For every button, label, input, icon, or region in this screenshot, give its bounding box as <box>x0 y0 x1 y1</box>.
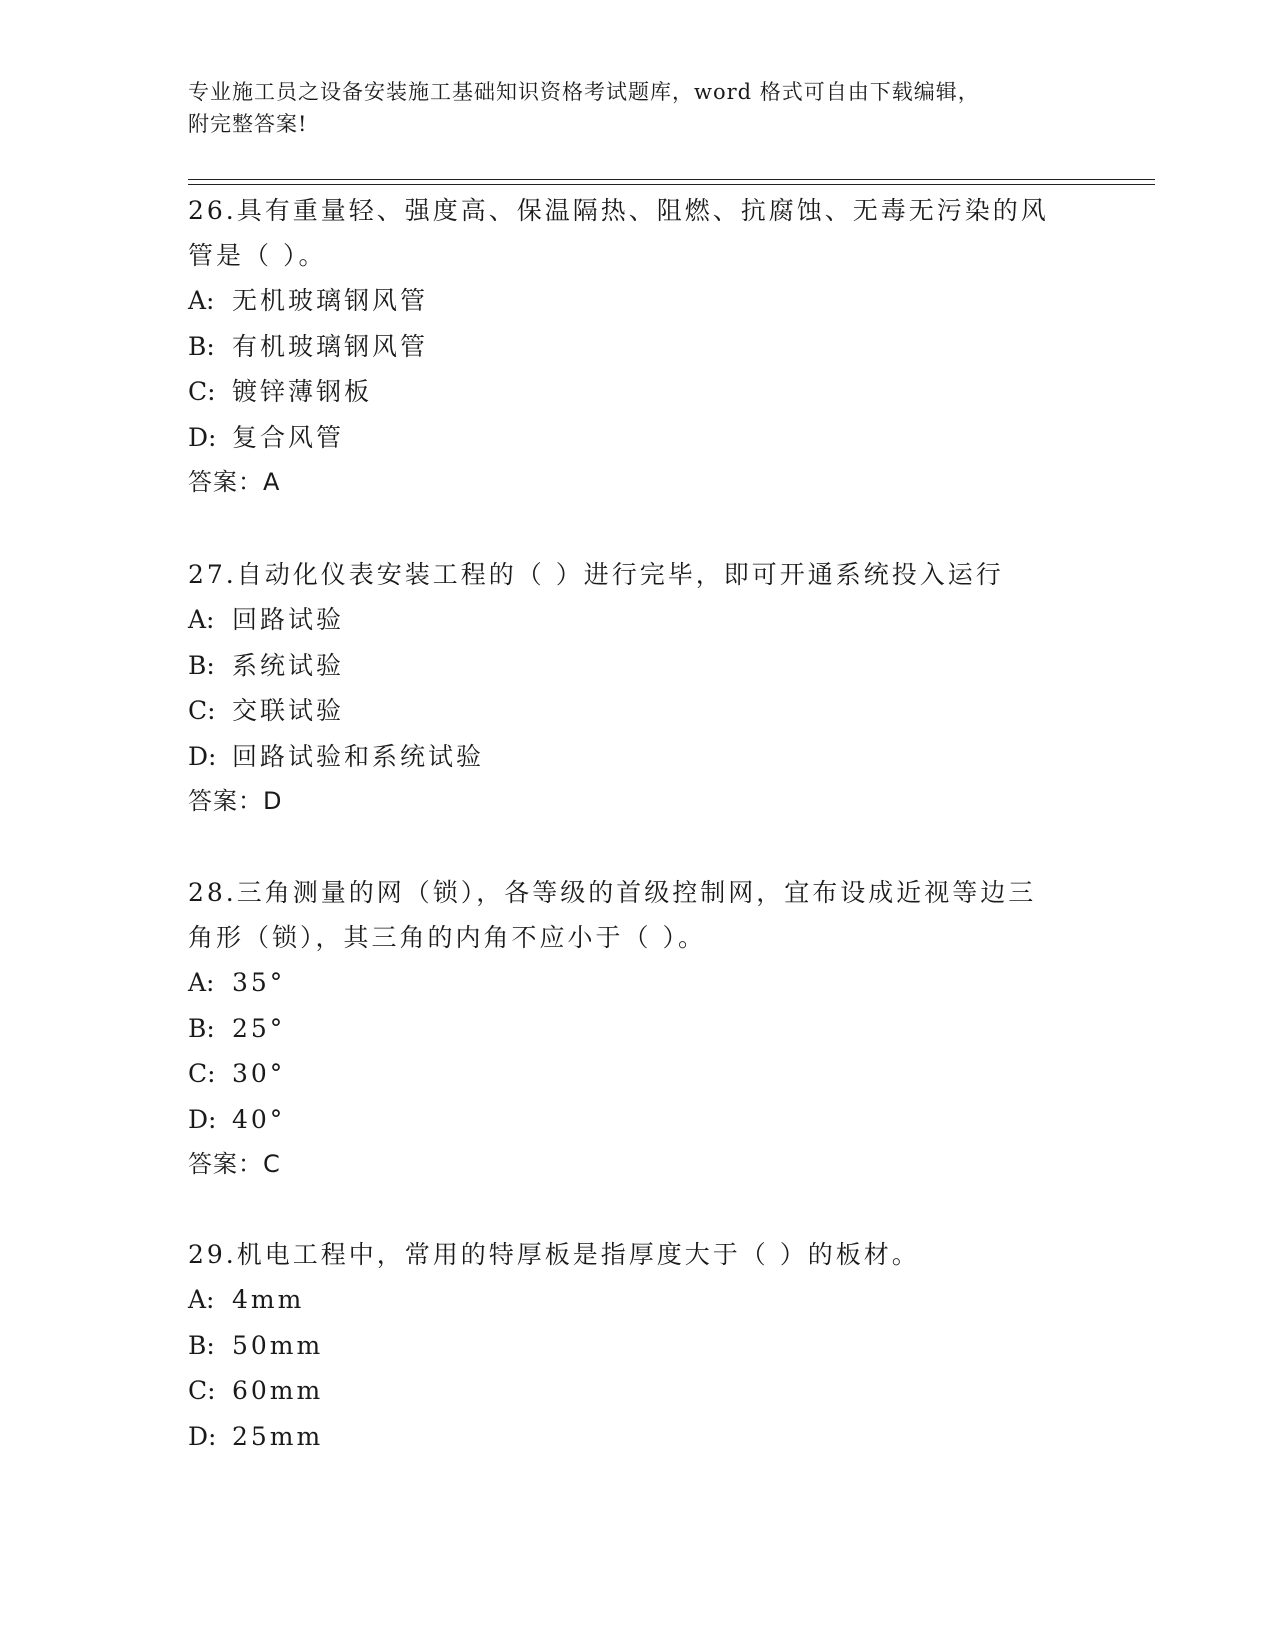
header-line-2: 附完整答案! <box>188 112 308 136</box>
option-text: 回路试验 <box>232 605 345 634</box>
question-26 <box>188 188 1088 505</box>
option-text: 4mm <box>232 1285 305 1314</box>
answer-line: 答案：A <box>188 468 281 496</box>
stem-line: 26.具有重量轻、强度高、保温隔热、阻燃、抗腐蚀、无毒无污染的风 <box>188 196 1049 225</box>
option-letter: D: <box>188 741 217 771</box>
option-text: 25° <box>232 1013 286 1043</box>
option-letter: D: <box>188 422 217 452</box>
stem-line: 管是（ ）。 <box>188 241 327 270</box>
header-divider-top <box>188 179 1155 180</box>
question-stem <box>188 1232 1088 1277</box>
option-a <box>188 1277 1088 1323</box>
option-letter: D: <box>188 1104 217 1134</box>
option-d <box>188 1414 1088 1460</box>
option-letter: B: <box>188 650 215 680</box>
option-letter: C: <box>188 377 216 406</box>
option-text: 50mm <box>232 1330 324 1360</box>
question-27 <box>188 552 1088 824</box>
option-text: 系统试验 <box>232 650 345 680</box>
option-c <box>188 369 1088 415</box>
option-c <box>188 688 1088 734</box>
header-divider-bottom <box>188 184 1155 185</box>
question-stem <box>188 552 1088 597</box>
answer-line: 答案：C <box>188 1150 281 1178</box>
option-a <box>188 278 1088 324</box>
question-28 <box>188 870 1088 1187</box>
question-stem <box>188 188 1088 278</box>
option-b <box>188 1323 1088 1369</box>
question-stem <box>188 870 1088 960</box>
header-line-1: 专业施工员之设备安装施工基础知识资格考试题库，word 格式可自由下载编辑， <box>188 80 980 104</box>
option-text: 复合风管 <box>232 422 345 452</box>
stem-line: 29.机电工程中，常用的特厚板是指厚度大于（ ）的板材。 <box>188 1240 920 1269</box>
option-text: 25mm <box>232 1421 324 1451</box>
option-a <box>188 960 1088 1006</box>
option-letter: C: <box>188 1376 216 1405</box>
option-c <box>188 1051 1088 1097</box>
option-letter: C: <box>188 1059 216 1088</box>
option-letter: A: <box>188 968 215 997</box>
option-d <box>188 734 1088 780</box>
option-letter: A: <box>188 605 215 634</box>
option-b <box>188 643 1088 689</box>
option-d <box>188 1097 1088 1143</box>
option-text: 60mm <box>232 1376 324 1405</box>
document-header <box>188 76 1088 140</box>
option-letter: C: <box>188 696 216 725</box>
option-b <box>188 324 1088 370</box>
answer-line: 答案：D <box>188 787 283 815</box>
option-a <box>188 597 1088 643</box>
option-d <box>188 415 1088 461</box>
stem-line: 28.三角测量的网（锁），各等级的首级控制网，宜布设成近视等边三 <box>188 878 1037 907</box>
option-c <box>188 1368 1088 1414</box>
option-text: 交联试验 <box>232 696 345 725</box>
option-letter: B: <box>188 1013 215 1043</box>
option-letter: B: <box>188 1330 215 1360</box>
option-text: 有机玻璃钢风管 <box>232 331 429 361</box>
option-text: 回路试验和系统试验 <box>232 741 485 771</box>
option-text: 40° <box>232 1104 286 1134</box>
option-letter: B: <box>188 331 215 361</box>
option-text: 30° <box>232 1059 286 1088</box>
option-text: 无机玻璃钢风管 <box>232 286 429 315</box>
stem-line: 角形（锁），其三角的内角不应小于（ ）。 <box>188 923 706 952</box>
option-text: 35° <box>232 968 286 997</box>
question-29 <box>188 1232 1088 1459</box>
stem-line: 27.自动化仪表安装工程的（ ）进行完毕，即可开通系统投入运行 <box>188 560 1004 589</box>
option-b <box>188 1006 1088 1052</box>
option-text: 镀锌薄钢板 <box>232 377 373 406</box>
option-letter: D: <box>188 1421 217 1451</box>
option-letter: A: <box>188 286 215 315</box>
option-letter: A: <box>188 1285 215 1314</box>
